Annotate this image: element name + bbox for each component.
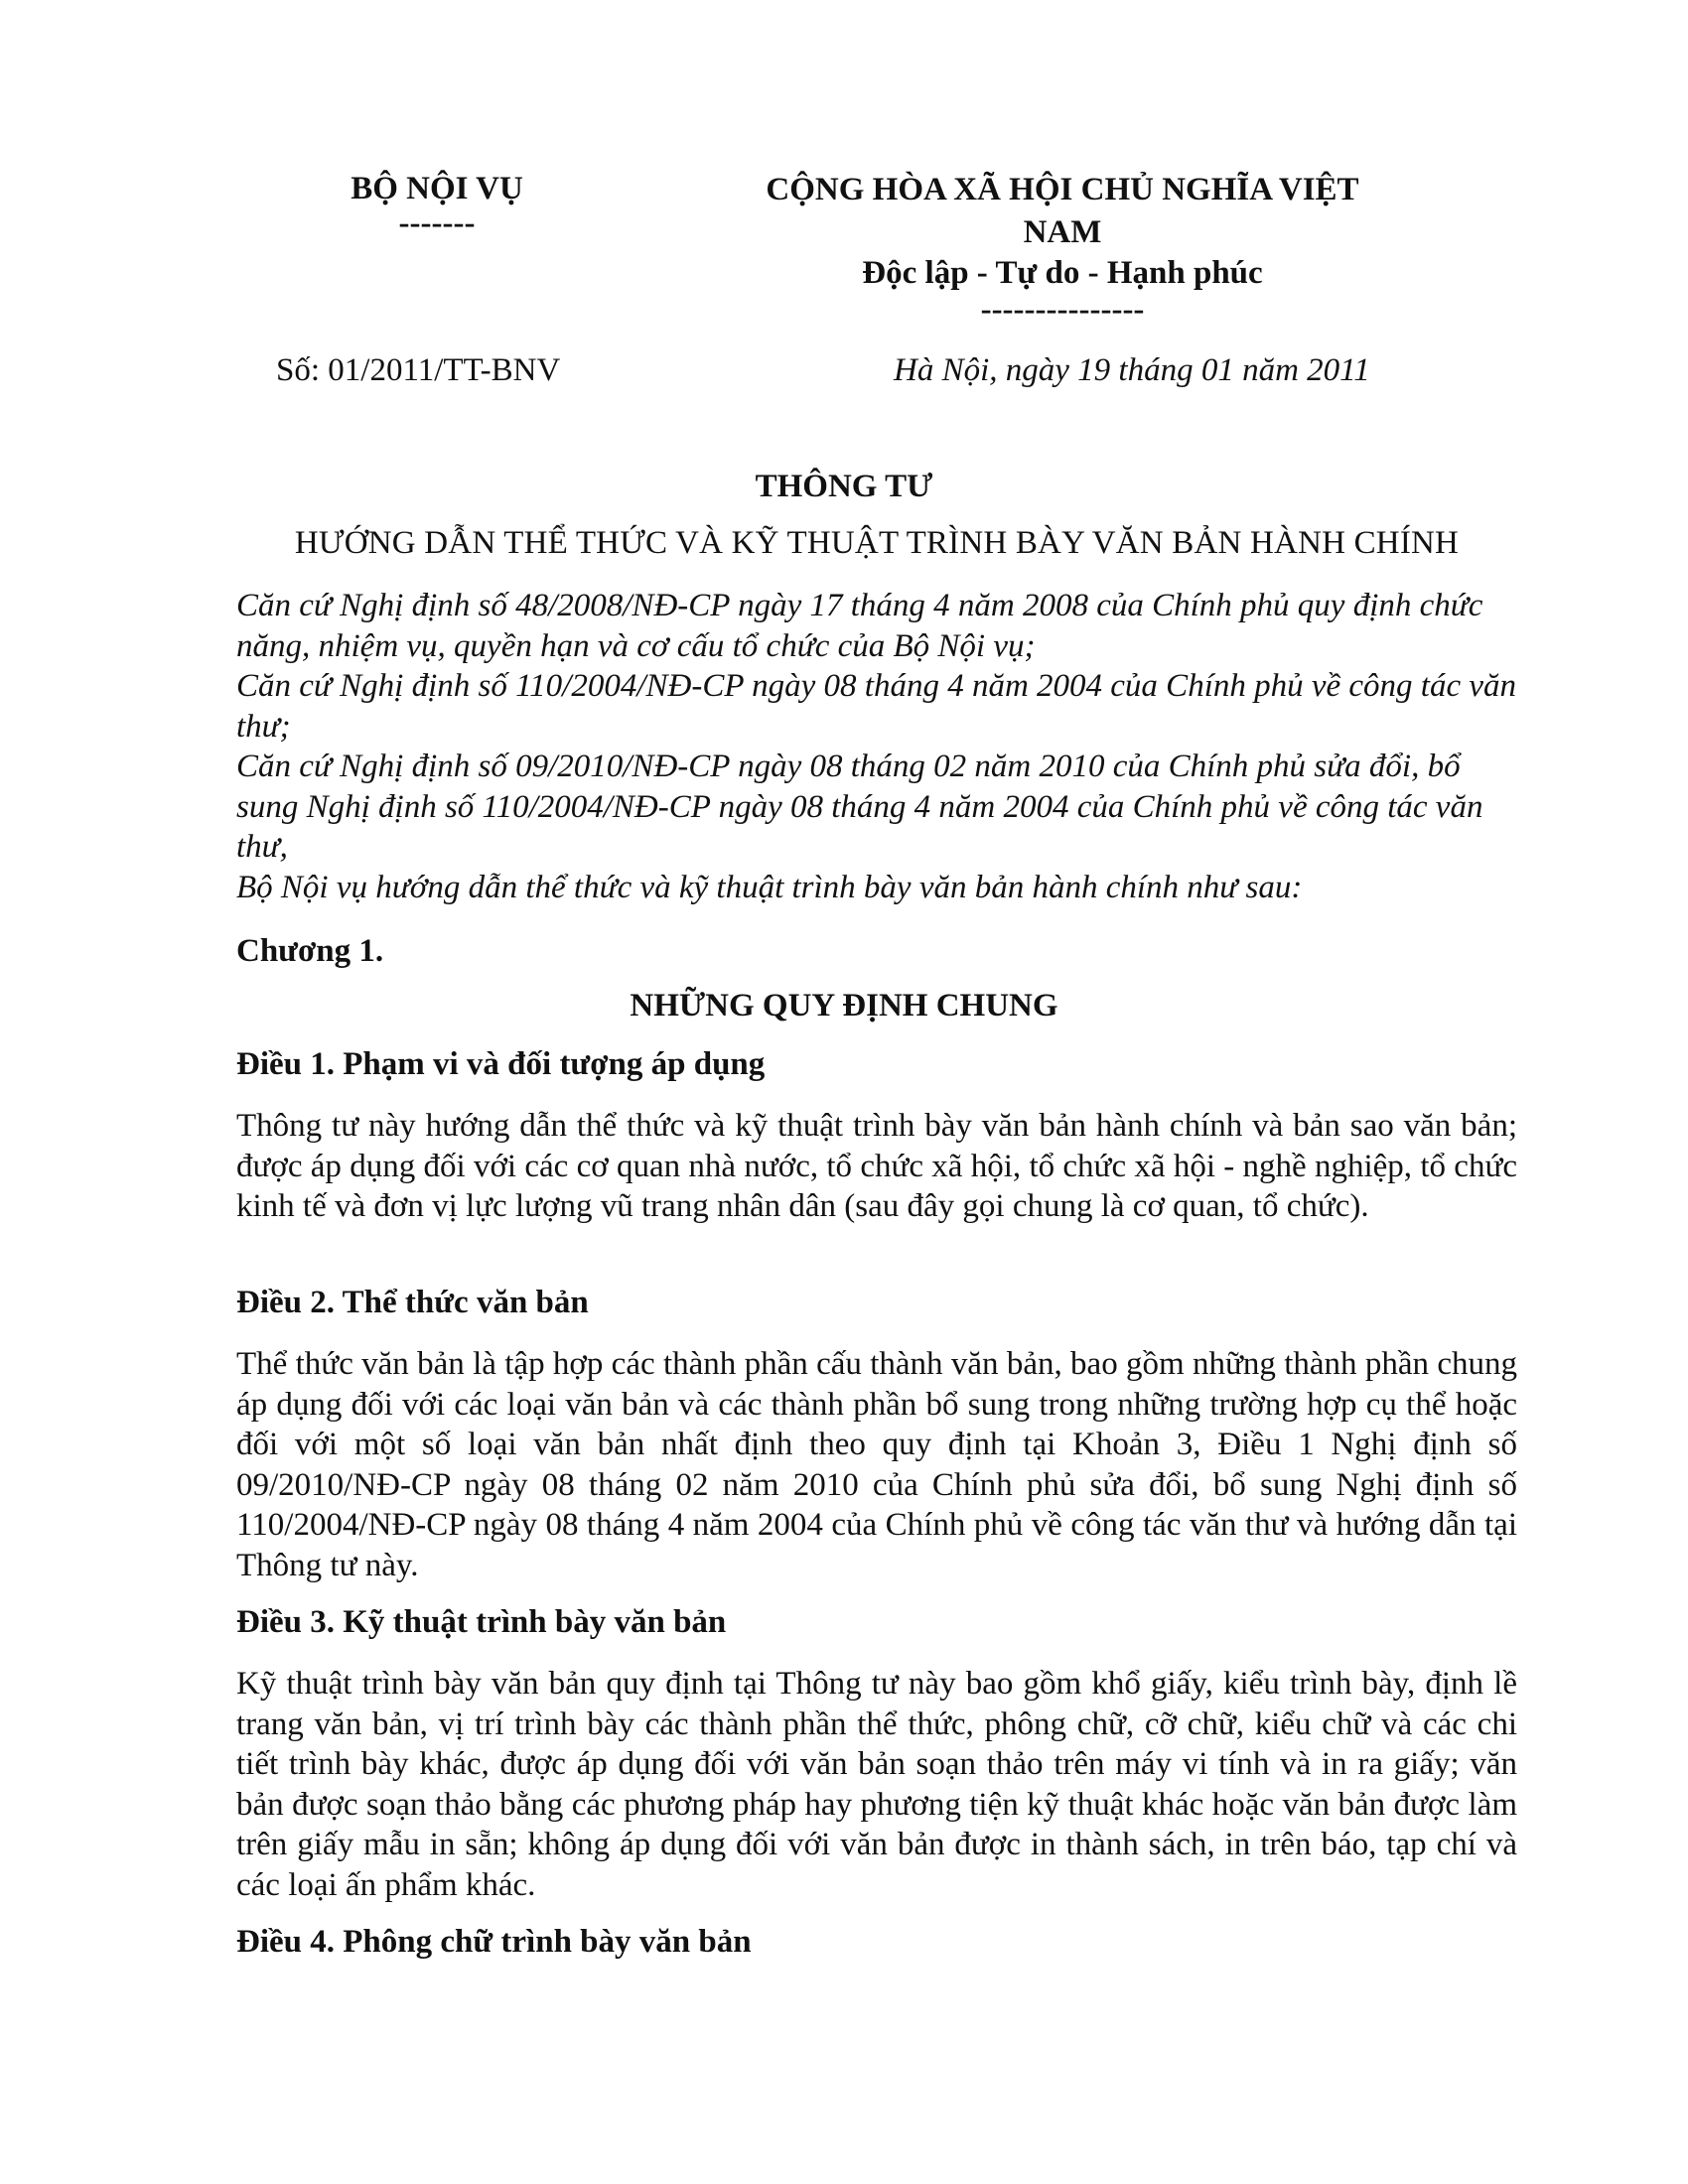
national-title-line1: CỘNG HÒA XÃ HỘI CHỦ NGHĨA VIỆT — [766, 172, 1359, 207]
article-4 — [236, 1922, 1517, 1962]
legal-basis-3: Căn cứ Nghị định số 09/2010/NĐ-CP ngày 08 tháng 02 năm 2010 của Chính phủ sửa đổi, bổ sung Nghị định số 110/2004/NĐ-CP ngày 08 tháng 4 năm 2004 của Chính phủ về công tác văn thư, — [236, 749, 1483, 865]
document-type: THÔNG TƯ — [755, 469, 933, 504]
article-3-heading: Điều 3. Kỹ thuật trình bày văn bản — [236, 1604, 727, 1640]
agency-divider: ------- — [398, 205, 476, 241]
legal-bases — [236, 586, 1517, 907]
national-title-block — [695, 169, 1430, 328]
article-1-body: Thông tư này hướng dẫn thể thức và kỹ thuật trình bày văn bản hành chính và bản sao văn bản; được áp dụng đối với các cơ quan nhà nước, tổ chức xã hội, tổ chức xã hội - nghề nghiệp, tổ chức kinh tế và đơn vị lực lượng vũ trang nhân dân (sau đây gọi chung là cơ quan, tổ chức). — [236, 1108, 1517, 1224]
place-and-date: Hà Nội, ngày 19 tháng 01 năm 2011 — [894, 352, 1370, 388]
article-2 — [236, 1283, 1517, 1585]
article-1 — [236, 1044, 1517, 1227]
motto-divider: --------------- — [980, 292, 1145, 328]
article-4-heading: Điều 4. Phông chữ trình bày văn bản — [236, 1924, 752, 1960]
document-subject: HƯỚNG DẪN THỂ THỨC VÀ KỸ THUẬT TRÌNH BÀY VĂN BẢN HÀNH CHÍNH — [294, 525, 1460, 561]
document-number: Số: 01/2011/TT-BNV — [276, 352, 561, 388]
legal-basis-2: Căn cứ Nghị định số 110/2004/NĐ-CP ngày 08 tháng 4 năm 2004 của Chính phủ về công tác văn thư; — [236, 668, 1517, 745]
article-1-heading: Điều 1. Phạm vi và đối tượng áp dụng — [236, 1046, 766, 1082]
national-motto: Độc lập - Tự do - Hạnh phúc — [862, 255, 1263, 291]
legal-basis-1: Căn cứ Nghị định số 48/2008/NĐ-CP ngày 17 tháng 4 năm 2008 của Chính phủ quy định chức năng, nhiệm vụ, quyền hạn và cơ cấu tổ chức của Bộ Nội vụ; — [236, 588, 1483, 664]
article-2-heading: Điều 2. Thể thức văn bản — [236, 1285, 589, 1320]
legal-basis-4: Bộ Nội vụ hướng dẫn thể thức và kỹ thuật trình bày văn bản hành chính như sau: — [236, 869, 1303, 905]
chapter-title: NHỮNG QUY ĐỊNH CHUNG — [630, 988, 1058, 1024]
article-3 — [236, 1602, 1517, 1905]
article-3-body: Kỹ thuật trình bày văn bản quy định tại Thông tư này bao gồm khổ giấy, kiểu trình bày, định lề trang văn bản, vị trí trình bày các thành phần thể thức, phông chữ, cỡ chữ, kiểu chữ và các chi tiết trình bày khác, được áp dụng đối với văn bản soạn thảo trên máy vi tính và in ra giấy; văn bản được soạn thảo bằng các phương pháp hay phương tiện kỹ thuật khác hoặc văn bản được làm trên giấy mẫu in sẵn; không áp dụng đối với văn bản được in thành sách, in trên báo, tạp chí và các loại ấn phẩm khác. — [236, 1666, 1517, 1903]
article-2-body: Thể thức văn bản là tập hợp các thành phần cấu thành văn bản, bao gồm những thành phần chung áp dụng đối với các loại văn bản và các thành phần bổ sung trong những trường hợp cụ thể hoặc đối với một số loại văn bản nhất định theo quy định tại Khoản 3, Điều 1 Nghị định số 09/2010/NĐ-CP ngày 08 tháng 02 năm 2010 của Chính phủ sửa đổi, bổ sung Nghị định số 110/2004/NĐ-CP ngày 08 tháng 4 năm 2004 của Chính phủ về công tác văn thư và hướng dẫn tại Thông tư này. — [236, 1346, 1517, 1583]
national-title-line2: NAM — [1023, 214, 1102, 250]
issuing-agency: BỘ NỘI VỤ — [351, 171, 523, 206]
chapter-label: Chương 1. — [236, 933, 384, 969]
issuing-agency-block — [288, 169, 586, 241]
